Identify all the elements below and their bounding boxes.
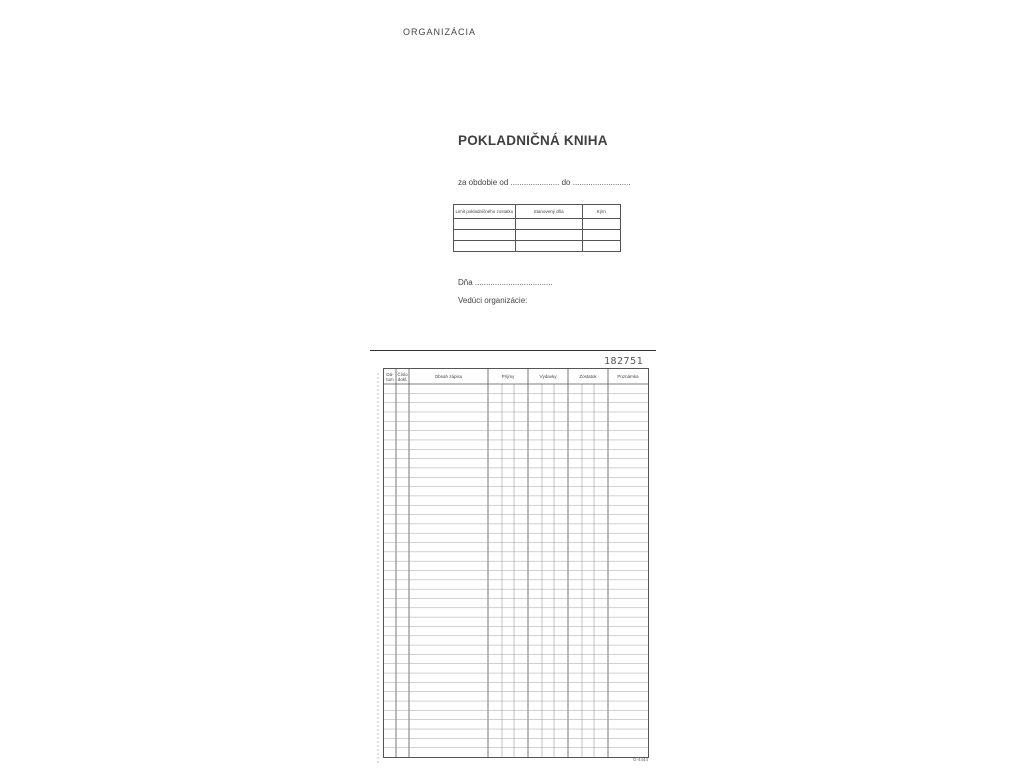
head-of-organization-line: Vedúci organizácie: bbox=[458, 296, 528, 305]
date-line: Dňa ................................... bbox=[458, 278, 553, 287]
table-cell bbox=[582, 219, 620, 230]
cash-limit-header-row bbox=[454, 205, 621, 219]
table-row bbox=[454, 241, 621, 252]
table-cell bbox=[582, 230, 620, 241]
column-header-document-number: Číslo dokl. bbox=[397, 371, 408, 382]
column-header-date: Dá-tum bbox=[386, 371, 394, 382]
table-cell bbox=[515, 230, 582, 241]
established-date-header: Stanovený dňa bbox=[515, 205, 582, 219]
column-header-entry-content: Obsah zápisu bbox=[434, 374, 463, 379]
ledger-table bbox=[383, 368, 649, 758]
cash-limit-header: Limit pokladničného zostatku bbox=[454, 205, 516, 219]
table-cell bbox=[454, 219, 516, 230]
table-row bbox=[454, 219, 621, 230]
ledger-grid bbox=[384, 369, 648, 757]
table-cell bbox=[454, 241, 516, 252]
column-header-receipts: Príjmy bbox=[501, 374, 515, 379]
page-title: POKLADNIČNÁ KNIHA bbox=[458, 133, 608, 148]
period-line: za obdobie od ...................... do .......................... bbox=[458, 178, 631, 187]
table-cell bbox=[582, 241, 620, 252]
cash-limit-table bbox=[453, 204, 621, 252]
organization-label: ORGANIZÁCIA bbox=[403, 27, 477, 37]
form-code: G-4444 bbox=[633, 757, 649, 762]
column-header-balance: Zostatok bbox=[579, 374, 597, 379]
page-divider bbox=[370, 350, 656, 351]
table-cell bbox=[515, 241, 582, 252]
serial-number: 182751 bbox=[604, 356, 644, 367]
table-row bbox=[454, 230, 621, 241]
table-cell bbox=[454, 230, 516, 241]
column-header-note: Poznámka bbox=[617, 374, 639, 379]
column-header-expenses: Výdavky bbox=[539, 374, 557, 379]
by-whom-header: Kým bbox=[582, 205, 620, 219]
perforation-dots bbox=[377, 372, 379, 764]
table-cell bbox=[515, 219, 582, 230]
